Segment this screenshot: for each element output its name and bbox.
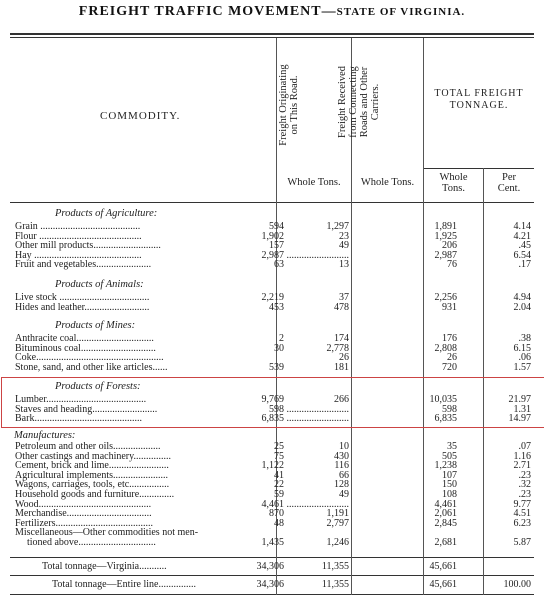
cell-per-cent: 6.15	[513, 342, 531, 354]
total-row	[10, 580, 534, 590]
cell-per-cent: 4.94	[513, 292, 531, 303]
col1-header: Freight Originating on This Road.	[278, 64, 300, 146]
cell-per-cent: 14.97	[508, 413, 531, 425]
table-row	[10, 260, 534, 270]
col3-subheader-line1: Whole	[439, 172, 468, 183]
cell-originating: 598	[269, 403, 284, 415]
row-label: Bark...........................................	[15, 413, 142, 425]
cell-originating: 453	[269, 301, 284, 313]
cell-per-cent: .45	[518, 240, 531, 252]
cell-per-cent: 6.54	[513, 249, 531, 261]
cell-per-cent: 1.57	[513, 361, 531, 373]
table-bottom-rule	[10, 594, 534, 595]
cell-received: 128	[334, 479, 349, 491]
total-divider-rule	[10, 557, 534, 558]
row-label: Coke...................................................	[15, 352, 164, 364]
cell-total-tons: 2,987	[434, 249, 457, 261]
cell-received: 266	[334, 394, 349, 405]
cell-received: 13	[339, 259, 349, 271]
cell-received: 37	[339, 292, 349, 303]
cell-received: 26	[339, 352, 349, 364]
cell-originating: 25	[274, 441, 284, 452]
cell-total-tons: 108	[442, 489, 457, 500]
header-bottom-rule	[10, 202, 534, 203]
total-total-tons: 45,661	[429, 561, 457, 572]
total-label: Total tonnage—Entire line...............	[52, 579, 196, 590]
cell-originating: 48	[274, 517, 284, 529]
page-title	[0, 4, 544, 20]
table-top-rule	[10, 33, 534, 35]
cell-originating: 41	[274, 469, 284, 481]
cell-originating: 870	[269, 508, 284, 520]
row-label: Other castings and machinery...............	[15, 450, 171, 462]
cell-received: 2,778	[326, 342, 349, 354]
row-label: Flour .........................................	[15, 230, 142, 242]
col3-subheader	[424, 172, 483, 194]
cell-received: 49	[339, 240, 349, 252]
section-heading: Products of Forests:	[55, 381, 141, 392]
cell-originating: 1,435	[261, 537, 284, 548]
cell-received: 174	[334, 333, 349, 344]
row-label: Wagons, carriages, tools, etc................	[15, 479, 170, 491]
row-label: Stone, sand, and other like articles......	[15, 361, 168, 373]
total-label: Total tonnage—Virginia...........	[42, 561, 167, 572]
total-row	[10, 562, 534, 572]
cell-originating: 30	[274, 342, 284, 354]
cell-per-cent: .38	[518, 333, 531, 344]
cell-total-tons: 35	[447, 441, 457, 452]
section-heading: Products of Animals:	[55, 279, 144, 290]
cell-received: 116	[334, 460, 349, 472]
row-label: Other mill products...........................	[15, 240, 161, 252]
total-header-line1: TOTAL FREIGHT	[434, 88, 524, 99]
cell-per-cent: .06	[518, 352, 531, 364]
row-label: Petroleum and other oils...................	[15, 441, 161, 452]
row-label: Wood.............................................	[15, 498, 152, 510]
cell-total-tons: 26	[447, 352, 457, 364]
row-label: Merchandise..................................	[15, 508, 152, 520]
cell-total-tons: 150	[442, 479, 457, 491]
cell-originating: 2	[279, 333, 284, 344]
cell-received: 430	[334, 450, 349, 462]
cell-received: .........................	[286, 403, 349, 415]
total-received: 11,355	[321, 561, 349, 572]
cell-per-cent: 9.77	[513, 498, 531, 510]
cell-received: 66	[339, 469, 349, 481]
cell-per-cent: 4.14	[513, 221, 531, 232]
cell-received: .........................	[286, 413, 349, 425]
table-row	[10, 414, 534, 424]
row-label: Miscellaneous—Other commodities not men-	[15, 527, 199, 539]
cell-per-cent: 4.51	[513, 508, 531, 520]
total-received: 11,355	[321, 579, 349, 590]
row-label: Anthracite coal...............................	[15, 333, 154, 344]
cell-total-tons: 107	[442, 469, 457, 481]
cell-per-cent: 1.16	[513, 450, 531, 462]
cell-total-tons: 720	[442, 361, 457, 373]
cell-per-cent: .23	[518, 489, 531, 500]
row-label: Lumber........................................	[15, 394, 147, 405]
row-label: Household goods and furniture..............	[15, 489, 175, 500]
cell-per-cent: 6.23	[513, 517, 531, 529]
row-label: Staves and heading..........................	[15, 403, 158, 415]
cell-total-tons: 6,835	[434, 413, 457, 425]
cell-received: 23	[339, 230, 349, 242]
table-row	[10, 303, 534, 313]
col2-subheader: Whole Tons.	[360, 177, 415, 188]
cell-per-cent: 21.97	[508, 394, 531, 405]
row-label: Hides and leather..........................	[15, 301, 150, 313]
cell-total-tons: 598	[442, 403, 457, 415]
cell-per-cent: 5.87	[513, 537, 531, 548]
title-main: FREIGHT TRAFFIC MOVEMENT—	[78, 4, 337, 19]
cell-total-tons: 10,035	[429, 394, 457, 405]
cell-originating: 1,122	[261, 460, 284, 472]
row-label: Cement, brick and lime........................	[15, 460, 169, 472]
cell-received: 10	[339, 441, 349, 452]
col1-subheader: Whole Tons.	[287, 177, 341, 188]
cell-total-tons: 1,238	[434, 460, 457, 472]
cell-total-tons: 206	[442, 240, 457, 252]
row-label: Live stock ....................................	[15, 292, 150, 303]
cell-originating: 59	[274, 489, 284, 500]
total-divider-rule-2	[10, 575, 534, 576]
cell-received: 49	[339, 489, 349, 500]
title-sub: STATE OF VIRGINIA.	[336, 6, 466, 18]
cell-total-tons: 2,845	[434, 517, 457, 529]
cell-total-tons: 176	[442, 333, 457, 344]
cell-received: 1,297	[326, 221, 349, 232]
total-per-cent: 100.00	[503, 579, 531, 590]
cell-per-cent: 1.31	[513, 403, 531, 415]
row-label: Agricultural implements......................	[15, 469, 169, 481]
total-subheader-rule	[424, 168, 534, 169]
cell-originating: 2,219	[261, 292, 284, 303]
row-label: Hay ...........................................	[15, 249, 142, 261]
col2-header: Freight Received from Connecting Roads and Other Carriers.	[337, 65, 381, 139]
total-header	[424, 88, 534, 112]
section-heading: Manufactures:	[14, 430, 76, 441]
cell-total-tons: 76	[447, 259, 457, 271]
cell-total-tons: 1,925	[434, 230, 457, 242]
cell-per-cent: 2.71	[513, 460, 531, 472]
cell-originating: 9,769	[261, 394, 284, 405]
commodity-header: COMMODITY.	[100, 110, 181, 122]
row-label: Fruit and vegetables......................	[15, 259, 152, 271]
cell-total-tons: 505	[442, 450, 457, 462]
cell-originating: 75	[274, 450, 284, 462]
cell-received: 181	[334, 361, 349, 373]
cell-originating: 6,835	[261, 413, 284, 425]
row-label: tioned above...............................	[27, 537, 156, 548]
cell-received: 1,246	[326, 537, 349, 548]
cell-received: 2,797	[326, 517, 349, 529]
cell-per-cent: .23	[518, 469, 531, 481]
cell-total-tons: 2,061	[434, 508, 457, 520]
section-heading: Products of Mines:	[55, 320, 136, 331]
row-label: Fertilizers.......................................	[15, 517, 154, 529]
total-total-tons: 45,661	[429, 579, 457, 590]
cell-total-tons: 2,256	[434, 292, 457, 303]
cell-per-cent: 4.21	[513, 230, 531, 242]
cell-total-tons: 1,891	[434, 221, 457, 232]
cell-per-cent: .17	[518, 259, 531, 271]
cell-total-tons: 2,681	[434, 537, 457, 548]
cell-total-tons: 4,461	[434, 498, 457, 510]
cell-total-tons: 2,808	[434, 342, 457, 354]
section-heading: Products of Agriculture:	[55, 208, 158, 219]
cell-originating: 63	[274, 259, 284, 271]
row-label: Bituminous coal..............................	[15, 342, 156, 354]
col3-subheader-line2: Tons.	[442, 183, 465, 194]
col4-subheader	[484, 172, 534, 194]
cell-originating: 157	[269, 240, 284, 252]
cell-originating: 594	[269, 221, 284, 232]
cell-originating: 2,987	[261, 249, 284, 261]
total-header-line2: TONNAGE.	[449, 100, 509, 111]
row-label: Grain ........................................	[15, 221, 141, 232]
cell-per-cent: 2.04	[513, 301, 531, 313]
cell-received: .........................	[286, 498, 349, 510]
cell-originating: 4,461	[261, 498, 284, 510]
cell-received: 1,191	[326, 508, 349, 520]
table-row	[10, 538, 534, 548]
cell-per-cent: .32	[518, 479, 531, 491]
total-originating: 34,306	[256, 579, 284, 590]
table-top-rule-thin	[10, 37, 534, 38]
cell-total-tons: 931	[442, 301, 457, 313]
cell-received: 478	[334, 301, 349, 313]
col4-subheader-line1: Per	[502, 172, 516, 183]
cell-received: .........................	[286, 249, 349, 261]
col4-subheader-line2: Cent.	[497, 183, 521, 194]
cell-originating: 22	[274, 479, 284, 491]
cell-originating: 539	[269, 361, 284, 373]
cell-per-cent: .07	[518, 441, 531, 452]
total-originating: 34,306	[256, 561, 284, 572]
cell-originating: 1,902	[261, 230, 284, 242]
table-row	[10, 363, 534, 373]
